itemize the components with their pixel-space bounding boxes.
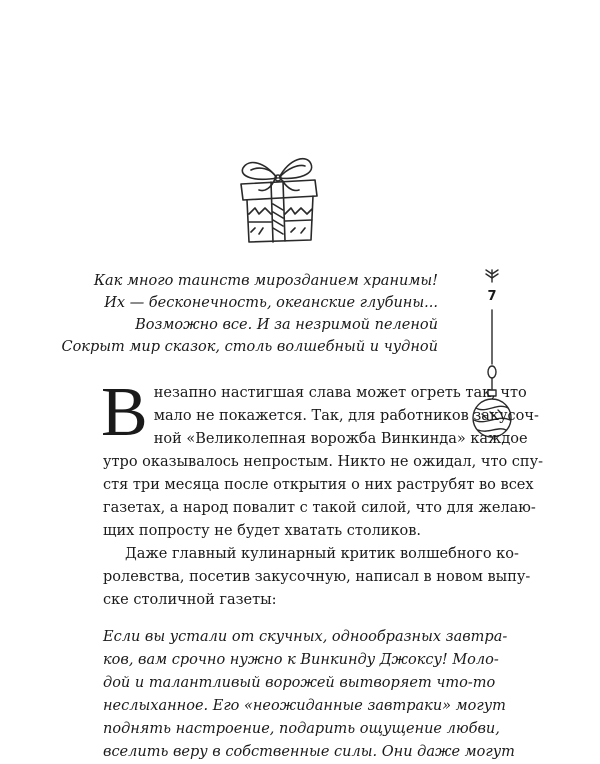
drop-cap: В [101,374,148,451]
text-line: Если вы устали от скучных, однообразных завтра- [103,629,508,645]
chapter-body [101,374,544,764]
text-line: вселить веру в собственные силы. Они даже могут [103,744,515,760]
paragraph [101,374,544,543]
text-line: стя три месяца после открытия о них раструбят во всех [103,477,534,493]
text-line: неслыханное. Его «неожиданные завтраки» могут [103,698,506,714]
page-number: 7 [478,289,506,304]
text-line: дой и талантливый ворожей вытворяет что-то [103,675,496,691]
epigraph-line: Сокрыт мир сказок, столь волшебный и чудной [61,339,438,355]
text-line: мало не покажется. Так, для работников закусоч- [153,408,539,424]
text-line: поднять настроение, подарить ощущение любви, [103,721,500,737]
text-line: незапно настигшая слава может огреть так, что [153,385,527,401]
gift-box-icon [235,148,321,248]
text-line: утро оказывалось непростым. Никто не ожидал, что спу- [103,454,544,470]
text-line: щих попросту не будет хватать столиков. [103,523,422,539]
text-line: Даже главный кулинарный критик волшебного ко- [125,546,519,562]
text-line: ной «Великолепная ворожба Винкинда» каждое [153,431,528,447]
text-line: ролевства, посетив закусочную, написал в новом выпу- [103,569,531,585]
epigraph-line: Как много таинств мирозданием хранимы! [93,273,438,289]
epigraph-line: Возможно все. И за незримой пеленой [135,317,438,333]
text-line: газетах, а народ повалит с такой силой, что для желаю- [103,500,536,516]
text-line: ске столичной газеты: [103,592,277,608]
text-line: ков, вам срочно нужно к Винкинду Джоксу! Моло- [103,652,499,668]
epigraph [61,270,438,358]
critic-quote [103,626,515,764]
paragraph [103,543,531,612]
epigraph-line: Их — бесконечность, океанские глубины... [104,295,438,311]
